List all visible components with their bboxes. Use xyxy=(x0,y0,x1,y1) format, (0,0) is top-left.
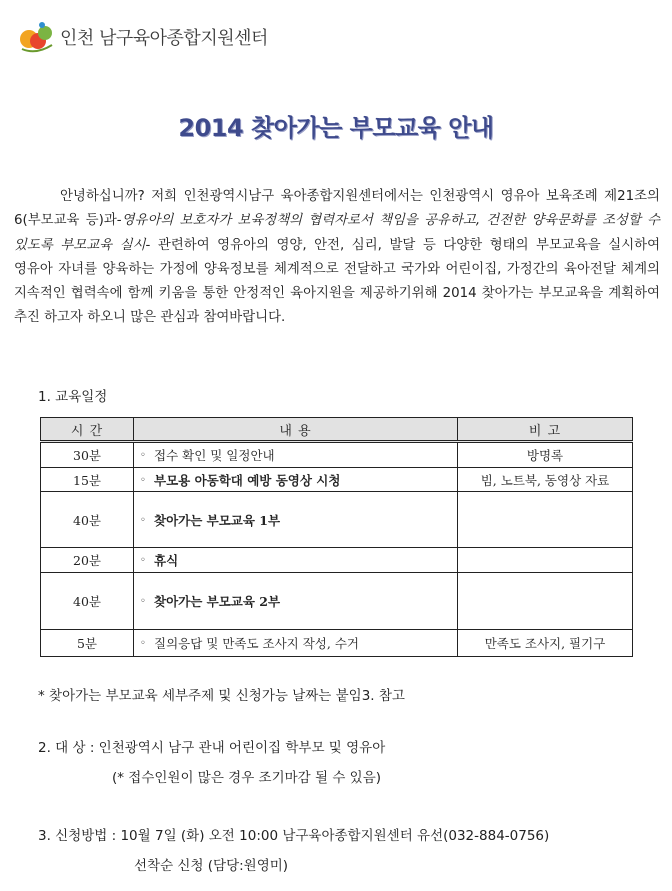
header xyxy=(18,20,268,54)
row-time: 40분 xyxy=(41,573,134,630)
row-content: ◦ 질의응답 및 만족도 조사지 작성, 수거 xyxy=(134,630,458,657)
schedule-table xyxy=(40,417,633,657)
page-title: 2014 찾아가는 부모교육 안내 xyxy=(178,114,494,142)
table-row xyxy=(41,442,633,468)
row-content: ◦ 찾아가는 부모교육 2부 xyxy=(134,573,458,630)
org-name: 인천 남구육아종합지원센터 xyxy=(60,28,268,49)
center-logo-icon xyxy=(18,21,56,53)
row-remark: 방명록 xyxy=(458,442,633,468)
row-remark: 빔, 노트북, 동영상 자료 xyxy=(458,468,633,492)
table-row xyxy=(41,468,633,492)
intro-text-1: 안녕하십니까? 저희 인천광역시남구 육아종합지원센터에서는 인천광역시 영유아 보육조례 제21조의 6(부모교육 등)과- xyxy=(14,189,660,229)
intro-text-2: - 관련하여 영유아의 영양, 안전, 심리, 발달 등 다양한 형태의 부모교육을 실시하여 영유아 자녀를 양육하는 가정에 양육정보를 체계적으로 전달하고 국가와 어린이집, 가정간의 육아전달 체계의 지속적인 협력속에 함께 키움을 통한 안정적인 육아지원을 제공하기위해 2014 찾아가는 부모교육을 계획하여 추진 하고자 하오니 많은 관심과 참여바랍니다. xyxy=(14,237,661,326)
row-content: ◦ 접수 확인 및 일정안내 xyxy=(134,442,458,468)
intro-paragraph xyxy=(14,185,660,331)
row-content: ◦ 부모용 아동학대 예방 동영상 시청 xyxy=(134,468,458,492)
intro-text-italic: 영유아의 보호자가 보육정책의 협력자로서 책임을 공유하고, 건전한 양육문화를 조성할 수 있도록 부모교육 실시 xyxy=(14,213,661,253)
section-2-note: (* 접수인원이 많은 경우 조기마감 될 수 있음) xyxy=(112,770,382,786)
table-row xyxy=(41,630,633,657)
section-1-label: 1. 교육일정 xyxy=(38,389,108,405)
section-3-application: 3. 신청방법 : 10월 7일 (화) 오전 10:00 남구육아종합지원센터 유선(032-884-0756) xyxy=(38,828,550,844)
header-remark: 비 고 xyxy=(458,418,633,442)
row-time: 15분 xyxy=(41,468,134,492)
row-remark xyxy=(458,573,633,630)
row-remark xyxy=(458,492,633,548)
row-time: 30분 xyxy=(41,442,134,468)
row-content: ◦ 찾아가는 부모교육 1부 xyxy=(134,492,458,548)
schedule-note: * 찾아가는 부모교육 세부주제 및 신청가능 날짜는 붙임3. 참고 xyxy=(38,688,405,704)
row-remark: 만족도 조사지, 필기구 xyxy=(458,630,633,657)
header-time: 시 간 xyxy=(41,418,134,442)
row-time: 20분 xyxy=(41,548,134,573)
header-content: 내 용 xyxy=(134,418,458,442)
row-time: 5분 xyxy=(41,630,134,657)
table-row xyxy=(41,573,633,630)
schedule-header-row xyxy=(41,418,633,442)
row-time: 40분 xyxy=(41,492,134,548)
table-row xyxy=(41,492,633,548)
row-remark xyxy=(458,548,633,573)
table-row xyxy=(41,548,633,573)
section-3-note: 선착순 신청 (담당:원영미) xyxy=(134,858,289,874)
section-2-target: 2. 대 상 : 인천광역시 남구 관내 어린이집 학부모 및 영유아 xyxy=(38,740,386,756)
row-content: ◦ 휴식 xyxy=(134,548,458,573)
